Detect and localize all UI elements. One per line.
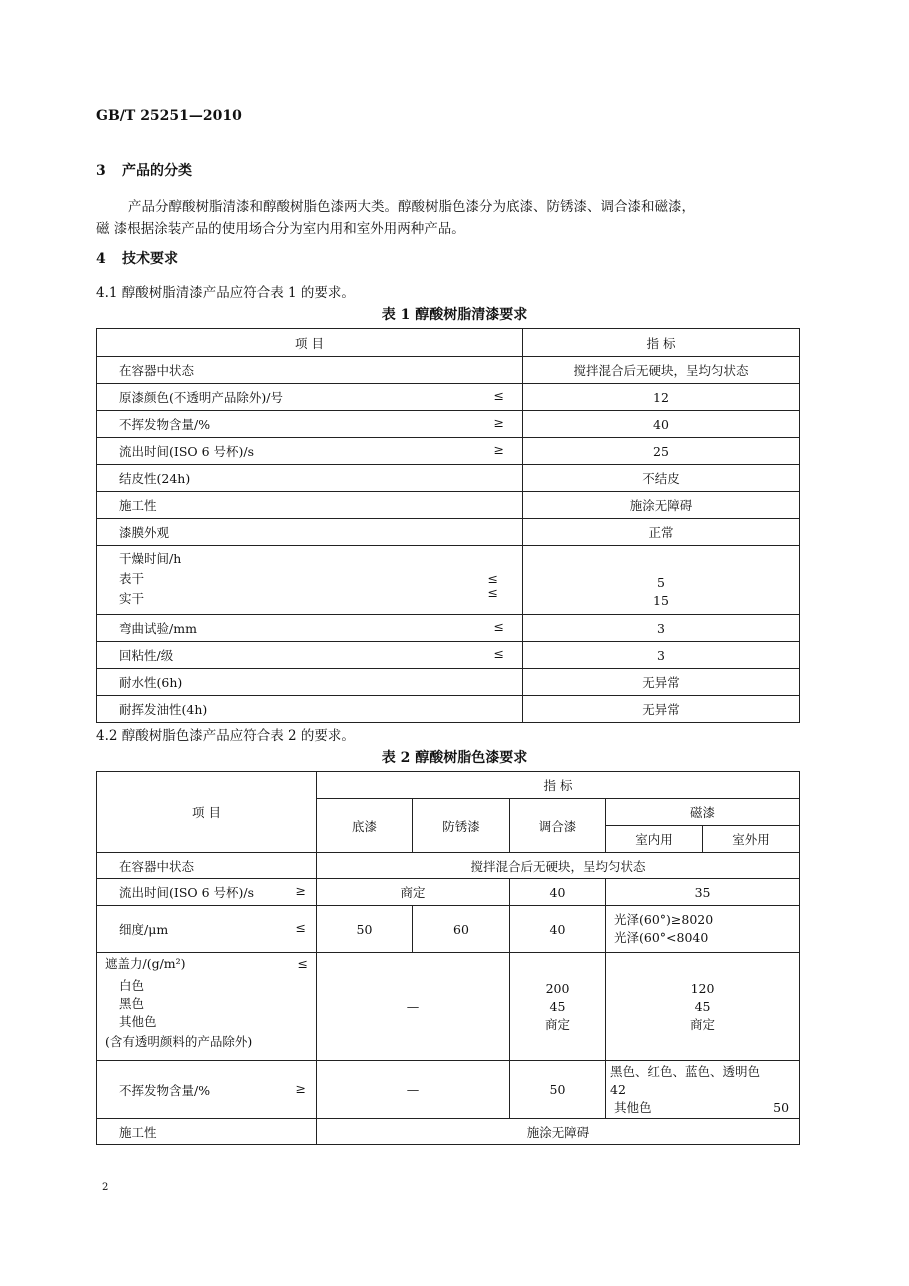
- header-indoor: 室内用: [606, 826, 703, 853]
- limit-symbol: ≥: [295, 883, 306, 898]
- table-cell-value: 50: [317, 906, 413, 953]
- table-row: [97, 1061, 800, 1119]
- other-value: 商定: [544, 1016, 570, 1032]
- table-row: [97, 1119, 800, 1145]
- table-row: [97, 465, 800, 492]
- table-2-header-row-1: [97, 772, 800, 799]
- table-cell-item: 原漆颜色(不透明产品除外)/号 ≤: [97, 384, 523, 411]
- table-cell-value: 无异常: [523, 669, 800, 696]
- black-label: 黑色: [119, 996, 145, 1011]
- table-1-header: [97, 329, 800, 357]
- header-primer: 底漆: [317, 799, 413, 853]
- clause-4-1: 4.1 醇酸树脂清漆产品应符合表 1 的要求。: [96, 285, 355, 301]
- hard-dry-label: 实干: [119, 591, 145, 606]
- white-value: 200: [545, 980, 570, 996]
- table-cell-value: 不结皮: [523, 465, 800, 492]
- table-1: [96, 328, 800, 723]
- table-1-header-item: 项 目: [97, 329, 523, 357]
- table-2: [96, 771, 800, 1145]
- table-cell-value: 40: [523, 411, 800, 438]
- table-row: [97, 492, 800, 519]
- limit-symbol: ≤: [487, 571, 498, 586]
- table-cell-value: 25: [523, 438, 800, 465]
- table-cell-value: 12: [523, 384, 800, 411]
- table-cell-value: 40: [510, 906, 606, 953]
- table-cell-item: 细度/μm ≤: [97, 906, 317, 953]
- table-cell-item: [97, 953, 317, 1061]
- table-row: [97, 519, 800, 546]
- table-row: [97, 411, 800, 438]
- section-4-heading: [96, 248, 178, 268]
- section-3-number: 3: [96, 163, 106, 179]
- table-cell-item: 在容器中状态: [97, 357, 523, 384]
- header-enamel: 磁漆: [606, 799, 800, 826]
- table-row-drying-time: [97, 546, 800, 615]
- limit-symbol: ≤: [297, 956, 308, 971]
- table-cell-value: 正常: [523, 519, 800, 546]
- table-cell-value: —: [317, 953, 510, 1061]
- black-value: 45: [694, 998, 711, 1014]
- dark-colors-value: 42: [610, 1081, 626, 1097]
- limit-symbol: ≤: [295, 920, 306, 935]
- table-row: [97, 669, 800, 696]
- gloss-low-line: 光泽(60°<8040: [614, 930, 709, 945]
- table-row: [97, 696, 800, 723]
- table-cell-item: 耐挥发油性(4h): [97, 696, 523, 723]
- section-4-number: 4: [96, 251, 106, 267]
- table-cell-value: 50: [510, 1061, 606, 1119]
- limit-symbol: ≤: [493, 619, 504, 634]
- limit-symbol: ≤: [487, 585, 498, 600]
- header-outdoor: 室外用: [703, 826, 800, 853]
- table-cell-value: [523, 546, 800, 615]
- table-cell-value: 施涂无障碍: [523, 492, 800, 519]
- table-1-caption: 表 1 醇酸树脂清漆要求: [381, 307, 528, 323]
- table-cell-value: 40: [510, 879, 606, 906]
- table-1-header-index: 指 标: [523, 329, 800, 357]
- white-value: 120: [690, 980, 715, 996]
- table-cell-item: 在容器中状态: [97, 853, 317, 879]
- limit-symbol: ≥: [295, 1080, 306, 1096]
- table-cell-value: 施涂无障碍: [317, 1119, 800, 1145]
- table-cell-value: [606, 906, 800, 953]
- other-colors-value: 50: [773, 1099, 790, 1115]
- table-row: [97, 357, 800, 384]
- table-cell-item: 不挥发物含量/% ≥: [97, 411, 523, 438]
- table-cell-value: 搅拌混合后无硬块，呈均匀状态: [317, 853, 800, 879]
- table-cell-value: 3: [523, 615, 800, 642]
- table-cell-value: 搅拌混合后无硬块，呈均匀状态: [523, 357, 800, 384]
- dark-colors-line: 黑色、红色、蓝色、透明色: [610, 1063, 761, 1079]
- black-value: 45: [549, 998, 566, 1014]
- table-cell-value: [606, 1061, 800, 1119]
- drying-time-label: 干燥时间/h: [119, 551, 182, 566]
- table-cell-item: 弯曲试验/mm ≤: [97, 615, 523, 642]
- table-row-hiding-power: [97, 953, 800, 1061]
- table-2-header-index: 指 标: [317, 772, 800, 799]
- table-cell-value: [510, 953, 606, 1061]
- header-antirust: 防锈漆: [413, 799, 510, 853]
- section-3-paragraph-line1: 产品分醇酸树脂清漆和醇酸树脂色漆两大类。醇酸树脂色漆分为底漆、防锈漆、调合漆和磁漆，: [128, 199, 695, 215]
- table-2-caption: 表 2 醇酸树脂色漆要求: [381, 750, 528, 766]
- surface-dry-label: 表干: [119, 571, 145, 586]
- table-cell-item: 流出时间(ISO 6 号杯)/s ≥: [97, 438, 523, 465]
- section-3-heading: [96, 160, 192, 180]
- table-cell-value: 商定: [317, 879, 510, 906]
- table-row: [97, 879, 800, 906]
- table-cell-item: [97, 546, 523, 615]
- section-3-paragraph-line2: 磁 漆根据涂装产品的使用场合分为室内用和室外用两种产品。: [96, 221, 465, 237]
- table-cell-item: 耐水性(6h): [97, 669, 523, 696]
- section-4-title: 技术要求: [122, 251, 178, 267]
- limit-symbol: ≥: [493, 442, 504, 457]
- hard-dry-value: 15: [653, 593, 669, 608]
- limit-symbol: ≥: [493, 415, 504, 430]
- header-blend: 调合漆: [510, 799, 606, 853]
- table-cell-value: 无异常: [523, 696, 800, 723]
- other-colors-line: 其他色 50: [614, 1099, 790, 1115]
- table-cell-item: 不挥发物含量/% ≥: [97, 1061, 317, 1119]
- other-color-label: 其他色: [119, 1014, 157, 1029]
- surface-dry-value: 5: [657, 575, 665, 590]
- table-row: [97, 615, 800, 642]
- hiding-power-note: (含有透明颜料的产品除外): [105, 1034, 253, 1049]
- limit-symbol: ≤: [493, 388, 504, 403]
- table-cell-item: 回粘性/级 ≤: [97, 642, 523, 669]
- table-row: [97, 642, 800, 669]
- table-cell-item: 施工性: [97, 492, 523, 519]
- other-value: 商定: [690, 1016, 716, 1032]
- white-label: 白色: [119, 978, 145, 993]
- table-cell-item: 流出时间(ISO 6 号杯)/s ≥: [97, 879, 317, 906]
- table-row: [97, 438, 800, 465]
- table-cell-value: 60: [413, 906, 510, 953]
- table-cell-value: —: [317, 1061, 510, 1119]
- table-cell-item: 漆膜外观: [97, 519, 523, 546]
- limit-symbol: ≤: [493, 646, 504, 661]
- table-cell-value: [606, 953, 800, 1061]
- table-2-header-item: 项 目: [97, 772, 317, 853]
- table-cell-item: 结皮性(24h): [97, 465, 523, 492]
- gloss-high-line: 光泽(60°)≥8020: [614, 912, 714, 927]
- table-cell-value: 35: [606, 879, 800, 906]
- table-row: [97, 384, 800, 411]
- table-cell-value: 3: [523, 642, 800, 669]
- page-number: 2: [102, 1182, 109, 1193]
- section-3-title: 产品的分类: [122, 163, 192, 179]
- table-row: [97, 853, 800, 879]
- standard-code: GB/T 25251—2010: [96, 108, 242, 124]
- table-row: [97, 906, 800, 953]
- table-cell-item: 施工性: [97, 1119, 317, 1145]
- hiding-power-label: 遮盖力/(g/m²): [105, 956, 186, 971]
- clause-4-2: 4.2 醇酸树脂色漆产品应符合表 2 的要求。: [96, 728, 355, 744]
